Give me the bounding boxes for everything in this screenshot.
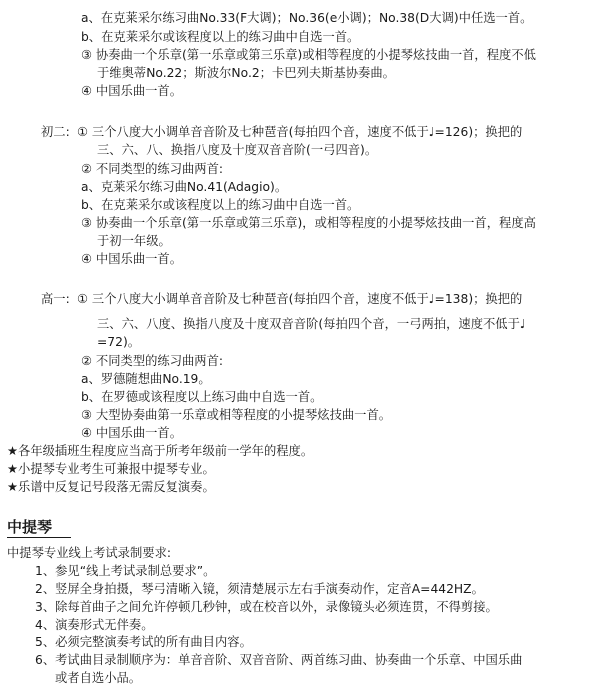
text-line: 于维奥蒂No.22；斯波尔No.2；卡巴列夫斯基协奏曲。	[97, 66, 395, 80]
text-line: =72)。	[97, 335, 141, 349]
text-line: b、在克莱采尔或该程度以上的练习曲中自选一首。	[81, 30, 360, 44]
text-line: a、罗德随想曲No.19。	[81, 372, 211, 386]
note-line: ★各年级插班生程度应当高于所考年级前一学年的程度。	[7, 444, 314, 458]
list-item: 4、演奏形式无伴奏。	[35, 618, 154, 632]
list-item: 3、除每首曲子之间允许停顿几秒钟，或在校音以外，录像镜头必须连贯，不得剪接。	[35, 600, 498, 614]
text-line: ④ 中国乐曲一首。	[81, 426, 183, 440]
list-item: 5、必须完整演奏考试的所有曲目内容。	[35, 635, 252, 649]
text-line: ④ 中国乐曲一首。	[81, 84, 183, 98]
text-line: ③ 协奏曲一个乐章(第一乐章或第三乐章)，或相等程度的小提琴炫技曲一首，程度高	[81, 216, 536, 230]
grade-label: 高一:	[41, 292, 70, 306]
text-line: b、在克莱采尔或该程度以上的练习曲中自选一首。	[81, 198, 360, 212]
text-line: a、在克莱采尔练习曲No.33(F大调)；No.36(e小调)；No.38(D大调)中任选一首。	[81, 11, 533, 25]
list-item: 2、竖屏全身拍摄，琴弓清晰入镜，须清楚展示左右手演奏动作，定音A=442HZ。	[35, 582, 484, 596]
list-item: 或者自选小品。	[55, 671, 142, 685]
text-line: ① 三个八度大小调单音音阶及七种琶音(每拍四个音，速度不低于♩=138)；换把的	[77, 292, 523, 306]
text-line: ③ 大型协奏曲第一乐章或相等程度的小提琴炫技曲一首。	[81, 408, 392, 422]
note-line: ★乐谱中反复记号段落无需反复演奏。	[7, 480, 215, 494]
grade-label: 初二:	[41, 125, 70, 139]
section-intro: 中提琴专业线上考试录制要求:	[7, 546, 172, 560]
note-line: ★小提琴专业考生可兼报中提琴专业。	[7, 462, 215, 476]
text-line: ② 不同类型的练习曲两首:	[81, 354, 224, 368]
list-item: 1、参见“线上考试录制总要求”。	[35, 564, 216, 578]
title-underline	[7, 537, 71, 538]
text-line: 三、六、八、换指八度及十度双音音阶(一弓四音)。	[97, 143, 378, 157]
text-line: b、在罗德或该程度以上练习曲中自选一首。	[81, 390, 323, 404]
section-title: 中提琴	[7, 518, 53, 536]
list-item: 6、考试曲目录制顺序为：单音音阶、双音音阶、两首练习曲、协奏曲一个乐章、中国乐曲	[35, 653, 523, 667]
text-line: ③ 协奏曲一个乐章(第一乐章或第三乐章)或相等程度的小提琴炫技曲一首，程度不低	[81, 48, 536, 62]
text-line: 三、六、八度、换指八度及十度双音音阶(每拍四个音，一弓两拍，速度不低于♩	[97, 317, 526, 331]
text-line: ① 三个八度大小调单音音阶及七种琶音(每拍四个音，速度不低于♩=126)；换把的	[77, 125, 523, 139]
text-line: ② 不同类型的练习曲两首:	[81, 162, 224, 176]
text-line: 于初一年级。	[97, 234, 171, 248]
text-line: ④ 中国乐曲一首。	[81, 252, 183, 266]
text-line: a、克莱采尔练习曲No.41(Adagio)。	[81, 180, 288, 194]
